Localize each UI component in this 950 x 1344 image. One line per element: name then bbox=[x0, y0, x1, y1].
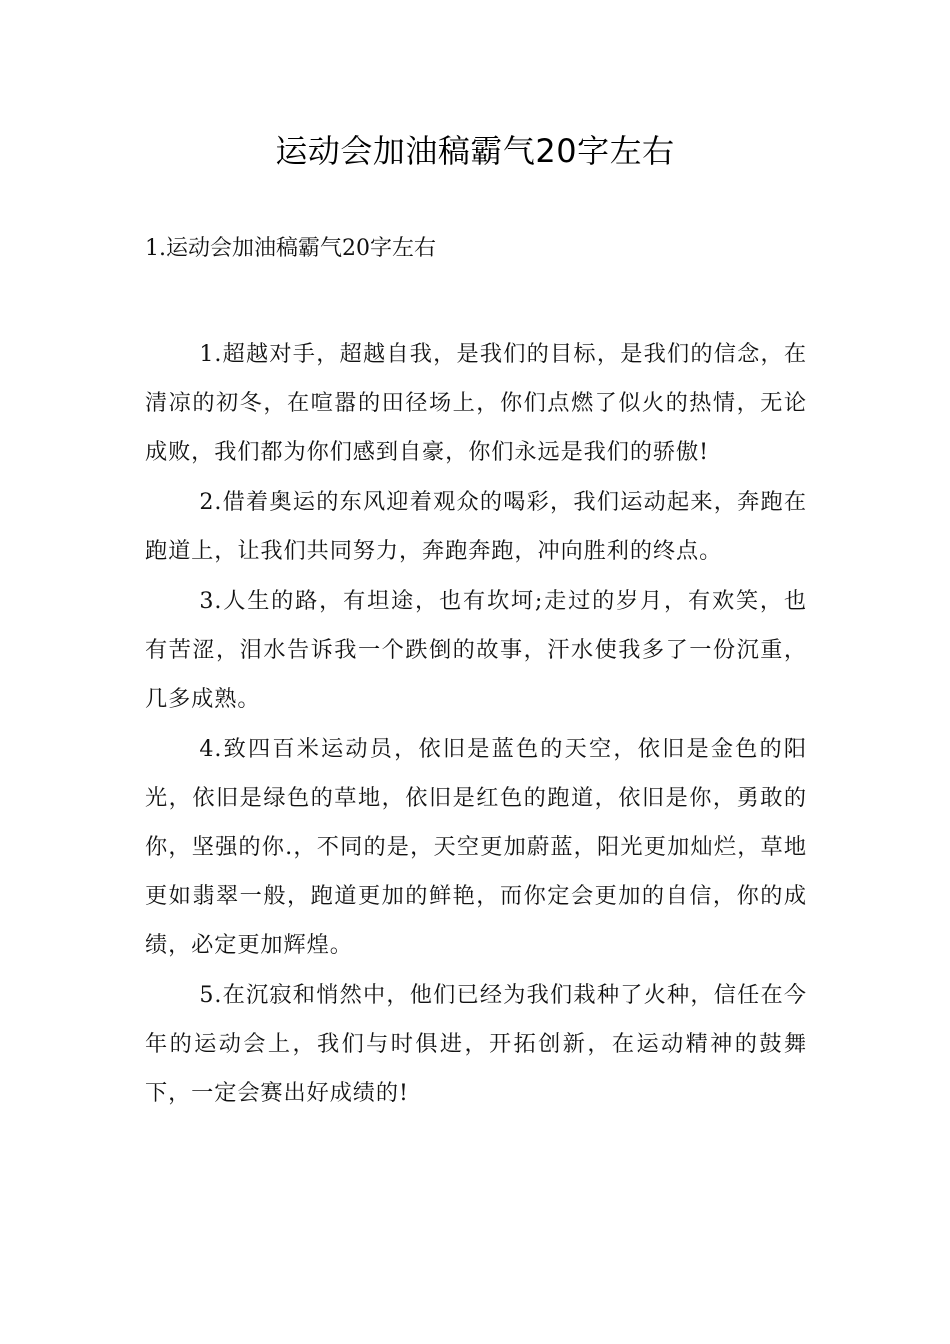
paragraph-1: 1.超越对手，超越自我，是我们的目标，是我们的信念，在清凉的初冬，在喧嚣的田径场上，你们点燃了似火的热情，无论成败，我们都为你们感到自豪，你们永远是我们的骄傲! bbox=[145, 341, 807, 465]
section-heading: 1.运动会加油稿霸气20字左右 bbox=[145, 236, 436, 261]
paragraph-5: 5.在沉寂和悄然中，他们已经为我们栽种了火种，信任在今年的运动会上，我们与时俱进，开拓创新，在运动精神的鼓舞下，一定会赛出好成绩的! bbox=[145, 982, 807, 1106]
paragraph-4: 4.致四百米运动员，依旧是蓝色的天空，依旧是金色的阳光，依旧是绿色的草地，依旧是红色的跑道，依旧是你，勇敢的你，坚强的你.，不同的是，天空更加蔚蓝，阳光更加灿烂，草地更如翡翠一般，跑道更加的鲜艳，而你定会更加的自信，你的成绩，必定更加辉煌。 bbox=[145, 736, 807, 958]
document-title: 运动会加油稿霸气20字左右 bbox=[275, 132, 675, 170]
paragraph-3: 3.人生的路，有坦途，也有坎坷;走过的岁月，有欢笑，也有苦涩，泪水告诉我一个跌倒的故事，汗水使我多了一份沉重，几多成熟。 bbox=[145, 588, 807, 712]
document-body bbox=[145, 330, 807, 1119]
paragraph-2: 2.借着奥运的东风迎着观众的喝彩，我们运动起来，奔跑在跑道上，让我们共同努力，奔跑奔跑，冲向胜利的终点。 bbox=[145, 489, 807, 564]
